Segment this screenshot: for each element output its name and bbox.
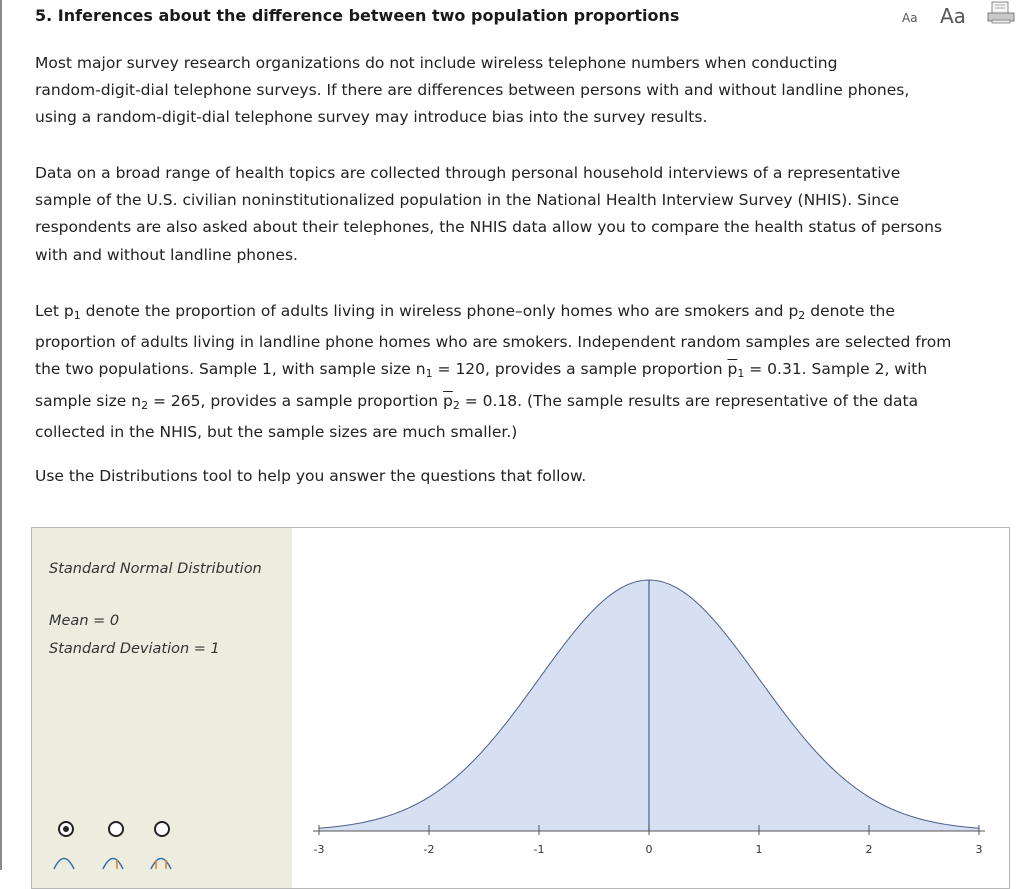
- x-tick-label: 0: [645, 843, 653, 856]
- nhis-paragraph: Data on a broad range of health topics are collected through personal household interviews of a representative sample of the U.S. civilian noninstitutionalized population in the National Health Interview Survey (NHIS). Since respondents are also asked about their telephones, the NHIS data allow you to compare the health status of persons with and without landline phones.: [35, 164, 943, 264]
- left-border: [0, 0, 2, 870]
- font-size-large-button[interactable]: Aa: [940, 4, 966, 28]
- distribution-name: Standard Normal Distribution: [49, 561, 262, 577]
- x-tick-label: 2: [865, 843, 873, 856]
- intro-paragraph: Most major survey research organizations do not include wireless telephone numbers when conducting random-digit-dial telephone surveys. If there are differences between persons with and without landline phones, using a random-digit-dial telephone survey may introduce bias into the survey results.: [35, 54, 910, 127]
- question-title: 5. Inferences about the difference between two population proportions: [35, 6, 680, 25]
- mean-label: Mean = 0: [49, 613, 120, 629]
- x-tick-label: -1: [533, 843, 545, 856]
- distributions-tool: [31, 527, 1010, 889]
- x-tick-label: -3: [313, 843, 325, 856]
- x-tick-label: 1: [755, 843, 763, 856]
- x-tick-label: -2: [423, 843, 435, 856]
- normal-distribution-chart: [32, 528, 1009, 888]
- instruction-paragraph: Use the Distributions tool to help you answer the questions that follow.: [35, 467, 587, 485]
- print-icon[interactable]: [986, 0, 1016, 24]
- x-tick-label: 3: [975, 843, 983, 856]
- font-size-small-button[interactable]: Aa: [902, 11, 918, 25]
- sd-label: Standard Deviation = 1: [49, 641, 220, 657]
- sample-paragraph: Let $p_1$ denote the proportion of adults living in wireless phone–only homes who are smokers and $p_2$ denote the proportion of adults living in landline phone homes who are smokers. Independent random samples are selected from the two populations. Sample 1, with sample size $n_1 = 120$, provides a sample proportion $\overline{p}_1 = 0.31$. Sample 2, with sample size $n_2 = 265$, provides a sample proportion $\overline{p}_2 = 0.18$. (The sample results are representative of the data collected in the NHIS, but the sample sizes are much smaller.): [35, 302, 952, 441]
